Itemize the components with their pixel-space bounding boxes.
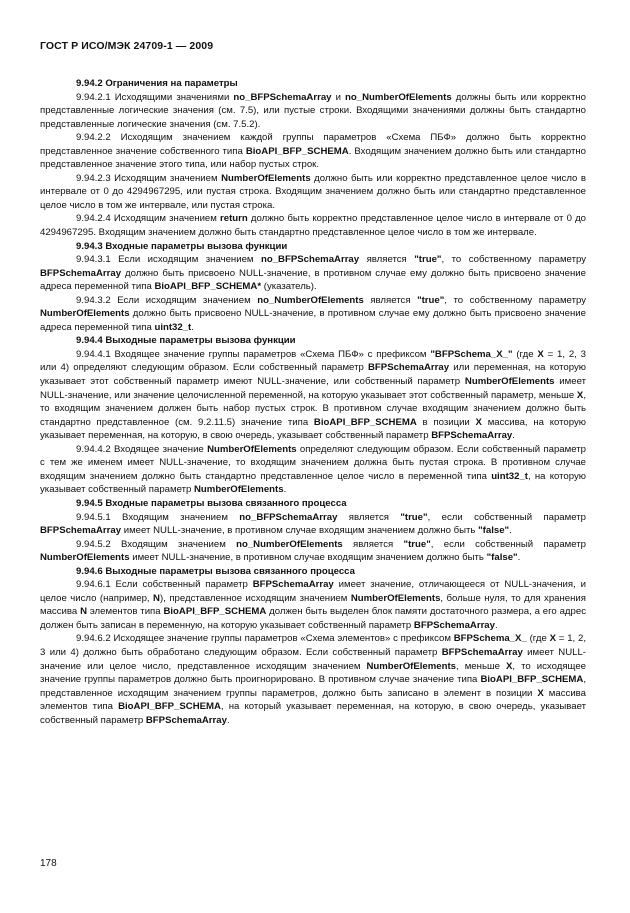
text-run: 9.94.2.3 Исходящим значением [76, 172, 222, 184]
bold-term: BioAPI_BFP_SCHEMA* [154, 281, 262, 293]
text-run: 9.94.5 Входные параметры вызова связанного процесса [76, 497, 347, 509]
bold-term: NumberOfElements [464, 376, 555, 388]
bold-term: NumberOfElements [40, 552, 130, 564]
bold-term: NumberOfElements [350, 592, 441, 604]
text-run: , на который указывает переменная, на которую, в свою очередь, указывает собственный параметр [40, 701, 586, 726]
text-run: 9.94.2.4 Исходящим значением [76, 213, 221, 225]
section-heading [40, 497, 586, 511]
text-run: . [191, 321, 194, 333]
bold-term: N [80, 606, 88, 618]
text-run: (где [512, 348, 538, 360]
text-run: должно быть присвоено NULL-значение, в противном случае ему должно быть присвоено значение адреса переменной типа [40, 267, 586, 293]
text-run: 9.94.4.2 Входящее значение [76, 443, 208, 455]
text-run: 9.94.6.2 Исходящее значение группы параметров «Схема элементов» с префиксом [76, 633, 454, 645]
text-run: . [509, 525, 512, 537]
text-run: 9.94.2.1 Исходящими значениями [76, 91, 234, 103]
bold-term: no_BFPSchemaArray [233, 91, 332, 103]
text-run: 9.94.3 Входные параметры вызова функции [76, 240, 288, 252]
text-run: , больше нуля, то для хранения массива [40, 592, 586, 618]
bold-term: no_NumberOfElements [236, 538, 343, 550]
text-run: (указатель). [261, 281, 317, 293]
bold-term: "true" [403, 538, 431, 550]
text-run: , представленное исходящим значением группы параметров, должно быть записано в элемент в позиции [40, 674, 586, 699]
text-run: , то входящим значением должен быть набор пустых строк. В противном случае входящим значением должно быть стандартно представленное (см. 9.2.11.5) значение типа [40, 389, 586, 428]
text-run: массива элементов типа [40, 687, 587, 713]
bold-term: BioAPI_BFP_SCHEMA [480, 674, 584, 686]
text-run: является [363, 294, 418, 306]
bold-term: X [537, 687, 544, 699]
text-run: , то исходящее значение группы параметров должно быть проигнорировано. В противном случае значение типа [40, 660, 586, 686]
text-run: . Входящим значением должно быть или стандартно представленное значение этого типа, или набор пустых строк. [40, 145, 587, 171]
text-run: 9.94.5.1 Входящим значением [76, 511, 240, 523]
section-heading [40, 334, 586, 348]
bold-term: BFPSchemaArray [40, 267, 122, 279]
bold-term: BioAPI_BFP_SCHEMA [313, 416, 417, 428]
text-run: должно быть или корректно представленное целое число в интервале от 0 до 4294967295, или пустая строка. Входящим значением должно быть или стандартно представленное целое число в том же интервале, или пустая строка. [40, 172, 586, 211]
text-run: должно быть присвоено NULL-значение, в противном случае ему должно быть присвоено значение адреса переменной типа [40, 308, 586, 333]
paragraph [40, 212, 586, 239]
text-run: имеет NULL-значение, в противном случае входящим значением должно быть [129, 552, 487, 564]
bold-term: X [475, 416, 482, 428]
bold-term: no_NumberOfElements [345, 91, 452, 103]
text-run: в позиции [416, 416, 476, 428]
bold-term: uint32_t [154, 321, 192, 333]
text-run: ), представленное исходящим значением [159, 592, 351, 604]
text-run: , если собственный параметр [430, 538, 586, 550]
bold-term: "true" [417, 294, 445, 306]
bold-term: BioAPI_BFP_SCHEMA [163, 606, 267, 618]
text-run: элементов типа [87, 606, 164, 618]
text-run: , на которую указывает собственный параметр [40, 470, 586, 496]
text-run: . [494, 619, 498, 631]
bold-term: BFPSchemaArray [413, 619, 495, 631]
paragraph [40, 91, 586, 132]
text-run: 9.94.2 Ограничения на параметры [76, 78, 238, 89]
text-run: является [359, 254, 415, 266]
bold-term: BFPSchema_X_ [453, 633, 527, 645]
text-run: , то собственному параметру [444, 294, 586, 306]
paragraph [40, 632, 586, 727]
text-run: . [512, 430, 515, 442]
text-run: является [342, 538, 404, 550]
text-run: должен быть выделен блок памяти достаточного размера, а его адрес должен быть записан в переменную, на которую указывает собственный параметр [40, 606, 586, 631]
running-header: ГОСТ Р ИСО/МЭК 24709-1 — 2009 [40, 40, 214, 52]
bold-term: N [153, 592, 160, 604]
bold-term: X [576, 389, 584, 401]
paragraph [40, 253, 586, 294]
bold-term: "BFPSchema_X_" [430, 348, 513, 360]
bold-term: X [506, 660, 513, 672]
text-run: имеет NULL-значение или целое число, представленное исходящим значением [40, 646, 586, 672]
text-run: 9.94.5.2 Входящим значением [76, 538, 237, 550]
section-heading [40, 565, 586, 579]
bold-term: BFPSchemaArray [252, 579, 334, 591]
text-run: должно быть корректно представленное целое число в интервале от 0 до 4294967295. Входящим значением должно быть стандартно представленное целое число в том же интервале. [40, 213, 586, 239]
body-text [40, 77, 586, 727]
bold-term: NumberOfElements [40, 308, 130, 320]
text-run: является [337, 511, 401, 523]
text-run: . [517, 552, 521, 564]
bold-term: BioAPI_BFP_SCHEMA [118, 701, 221, 713]
bold-term: "true" [414, 254, 442, 266]
bold-term: no_BFPSchemaArray [261, 254, 360, 266]
bold-term: no_BFPSchemaArray [239, 511, 338, 523]
text-run: . [226, 714, 230, 726]
paragraph [40, 131, 586, 172]
paragraph [40, 578, 586, 632]
text-run: , меньше [456, 660, 507, 672]
paragraph [40, 443, 586, 497]
bold-term: "false" [486, 552, 518, 564]
paragraph [40, 511, 586, 538]
text-run: 9.94.4.1 Входящее значение группы параметров «Схема ПБФ» с префиксом [76, 348, 431, 360]
section-heading [40, 77, 586, 91]
bold-term: BFPSchemaArray [145, 714, 227, 726]
text-run: 9.94.6.1 Если собственный параметр [76, 579, 253, 591]
text-run: 9.94.3.1 Если исходящим значением [76, 254, 261, 266]
text-run: должны быть или корректно представленные логические значения (см. 7.5), или пустые строки. Входящими значениями должны быть стандартно представленные логические значения (см. 7.5.2). [40, 91, 586, 130]
bold-term: BFPSchemaArray [441, 646, 523, 658]
text-run: и [331, 91, 346, 103]
text-run: . [283, 484, 287, 496]
bold-term: no_NumberOfElements [257, 294, 364, 306]
bold-term: BFPSchemaArray [40, 525, 122, 537]
bold-term: BioAPI_BFP_SCHEMA [245, 145, 349, 157]
text-run: имеет значение, отличающееся от NULL-значения, и целое число (например, [40, 579, 586, 604]
bold-term: NumberOfElements [221, 172, 311, 184]
bold-term: BFPSchemaArray [368, 362, 450, 374]
bold-term: uint32_t [491, 470, 528, 482]
text-run: (где [526, 633, 550, 645]
bold-term: NumberOfElements [194, 484, 284, 496]
bold-term: X [549, 633, 556, 645]
section-heading [40, 240, 586, 254]
paragraph [40, 172, 586, 213]
bold-term: "true" [400, 511, 428, 523]
text-run: определяют следующим образом. Если собственный параметр с тем же именем имеет NULL-значение, то входящим значением должна быть пустая строка. В противном случае входящим значением должно быть стандартно представленное целое число в переменной типа [40, 443, 586, 482]
bold-term: NumberOfElements [366, 660, 457, 672]
bold-term: "false" [478, 525, 510, 537]
text-run: имеет NULL-значение, или значение целочисленной переменной, на которую указывает этот собственный параметр, меньше [40, 376, 586, 401]
text-run: = 1, 2, 3 или 4) должно быть обработано следующим образом. Если собственный параметр [40, 633, 586, 658]
paragraph [40, 294, 586, 335]
text-run: 9.94.2.2 Исходящим значением каждой группы параметров «Схема ПБФ» должно быть корректно представленное значение собственного типа [40, 132, 586, 157]
bold-term: X [537, 348, 544, 360]
text-run: или переменная, на которую указывает этот собственный параметр имеют NULL-значение, или собственный параметр [40, 362, 586, 388]
text-run: 9.94.3.2 Если исходящим значением [76, 294, 258, 306]
text-run: , то собственному параметру [441, 254, 586, 266]
bold-term: return [220, 213, 248, 225]
text-run: = 1, 2, 3 или 4) определяют следующим образом. Если собственный параметр [40, 348, 586, 374]
text-run: , если собственный параметр [427, 511, 586, 523]
text-run: массива, на которую указывает переменная, на которую, в свою очередь, указывает собственный параметр [40, 416, 586, 442]
bold-term: NumberOfElements [207, 443, 297, 455]
text-run: 9.94.6 Выходные параметры вызова связанного процесса [76, 565, 355, 577]
paragraph [40, 538, 586, 565]
text-run: 9.94.4 Выходные параметры вызова функции [76, 335, 296, 347]
paragraph [40, 348, 586, 443]
page-number: 178 [40, 858, 57, 869]
bold-term: BFPSchemaArray [431, 430, 513, 442]
text-run: имеет NULL-значение, в противном случае входящим значением должно быть [121, 525, 479, 537]
